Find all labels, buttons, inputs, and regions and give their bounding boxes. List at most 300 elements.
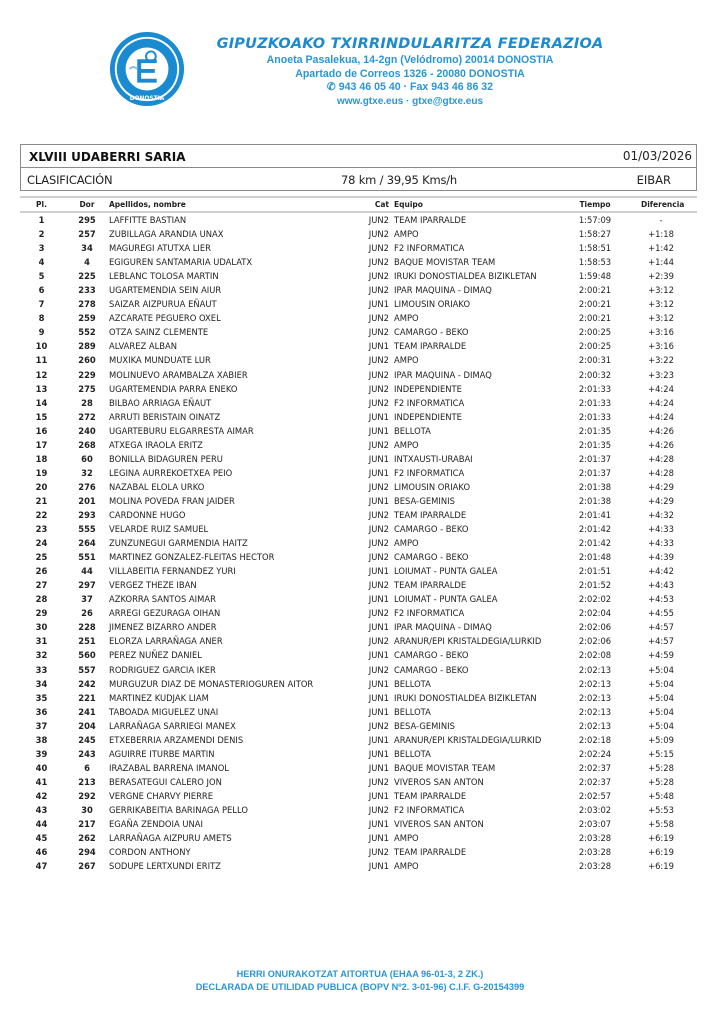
cell-time: 2:03:07: [578, 819, 612, 830]
cell-cat: JUN2: [368, 285, 389, 296]
cell-pl: 23: [35, 524, 48, 535]
table-row: [20, 733, 697, 747]
cell-team: LIMOUSIN ORIAKO: [394, 481, 471, 492]
cell-time: 2:02:13: [578, 720, 612, 731]
cell-diff: +5:04: [648, 664, 674, 675]
cell-team: LOIUMAT - PUNTA GALEA: [394, 594, 498, 605]
cell-pl: 46: [35, 847, 48, 858]
cell-pl: 24: [35, 538, 48, 549]
table-row: [20, 578, 697, 592]
cell-dor: 28: [81, 397, 93, 408]
cell-team: BELLOTA: [394, 425, 431, 436]
cell-time: 1:58:27: [578, 229, 612, 240]
header-cat: Cat: [374, 200, 389, 209]
cell-name: MARTINEZ KUDJAK LIAM: [109, 692, 209, 703]
classification-label: CLASIFICACIÓN: [27, 173, 113, 187]
table-row: [20, 424, 697, 438]
cell-cat: JUN2: [368, 847, 389, 858]
cell-diff: +4:26: [648, 425, 674, 436]
cell-name: UGARTEMENDIA SEIN AIUR: [109, 285, 222, 296]
cell-pl: 38: [35, 734, 48, 745]
cell-team: CAMARGO - BEKO: [394, 664, 469, 675]
cell-team: ARANUR/EPI KRISTALDEGIA/LURKID: [394, 636, 542, 647]
cell-name: MOLINA POVEDA FRAN JAIDER: [109, 495, 235, 506]
cell-dor: 262: [78, 833, 96, 844]
cell-name: LARRAÑAGA AIZPURU AMETS: [109, 833, 232, 844]
cell-time: 2:01:33: [578, 411, 612, 422]
cell-name: EGAÑA ZENDOIA UNAI: [109, 819, 203, 830]
cell-cat: JUN1: [368, 411, 389, 422]
cell-team: INDEPENDIENTE: [394, 411, 462, 422]
cell-team: BAQUE MOVISTAR TEAM: [394, 762, 496, 773]
cell-time: 1:57:09: [578, 215, 612, 225]
footer-line-1: HERRI ONURAKOTZAT AITORTUA (EHAA 96-01-3, 2 ZK.): [236, 969, 484, 979]
table-row: [20, 283, 697, 297]
header-time: Tiempo: [579, 200, 611, 209]
cell-team: F2 INFORMATICA: [394, 397, 465, 408]
table-row: [20, 227, 697, 241]
cell-time: 1:58:53: [578, 257, 612, 268]
cell-diff: +4:33: [648, 524, 674, 535]
cell-diff: +4:32: [648, 509, 674, 520]
cell-pl: 14: [35, 397, 48, 408]
cell-name: AZKORRA SANTOS AIMAR: [109, 594, 216, 605]
cell-cat: JUN1: [368, 650, 389, 661]
cell-time: 2:01:38: [578, 481, 612, 492]
cell-time: 2:01:33: [578, 383, 612, 394]
cell-pl: 33: [35, 664, 48, 675]
cell-diff: +4:55: [648, 608, 674, 619]
cell-cat: JUN2: [368, 538, 389, 549]
cell-cat: JUN2: [368, 481, 389, 492]
cell-team: BELLOTA: [394, 706, 431, 717]
cell-team: F2 INFORMATICA: [394, 608, 465, 619]
cell-dor: 228: [78, 622, 96, 633]
header-team: Equipo: [394, 200, 423, 209]
cell-pl: 28: [35, 594, 48, 605]
cell-team: BESA-GEMINIS: [394, 495, 455, 506]
cell-dor: 272: [78, 411, 96, 422]
cell-cat: JUN1: [368, 819, 389, 830]
cell-time: 2:02:08: [578, 650, 612, 661]
header-pl: Pl.: [36, 200, 47, 209]
results-table: [20, 196, 697, 873]
cell-time: 2:01:52: [578, 580, 612, 591]
cell-dor: 267: [78, 861, 96, 872]
cell-cat: JUN2: [368, 580, 389, 591]
cell-dor: 297: [78, 580, 96, 591]
cell-diff: +3:12: [648, 299, 674, 310]
cell-time: 2:01:37: [578, 453, 612, 464]
table-row: [20, 396, 697, 410]
table-row: [20, 606, 697, 620]
cell-diff: +3:12: [648, 313, 674, 324]
cell-cat: JUN2: [368, 243, 389, 254]
cell-dor: 34: [81, 243, 93, 254]
cell-cat: JUN1: [368, 678, 389, 689]
cell-cat: JUN2: [368, 369, 389, 380]
cell-diff: +2:39: [648, 271, 674, 282]
cell-cat: JUN1: [368, 734, 389, 745]
table-row: [20, 775, 697, 789]
cell-team: AMPO: [394, 833, 419, 844]
cell-name: ARREGI GEZURAGA OIHAN: [109, 608, 221, 619]
cell-diff: +3:16: [648, 341, 674, 352]
cell-cat: JUN1: [368, 692, 389, 703]
cell-cat: JUN1: [368, 495, 389, 506]
cell-diff: +5:48: [648, 790, 674, 801]
cell-cat: JUN1: [368, 299, 389, 310]
cell-diff: +6:19: [648, 847, 674, 858]
table-row: [20, 663, 697, 677]
table-row: [20, 831, 697, 845]
cell-dor: 4: [84, 257, 90, 268]
table-row: [20, 803, 697, 817]
cell-pl: 9: [38, 327, 45, 338]
org-name: GIPUZKOAKO TXIRRINDULARITZA FEDERAZIOA: [216, 36, 604, 52]
cell-name: MARTINEZ GONZALEZ-FLEITAS HECTOR: [109, 552, 275, 563]
cell-dor: 243: [78, 748, 96, 759]
cell-team: BELLOTA: [394, 678, 431, 689]
cell-cat: JUN2: [368, 397, 389, 408]
cell-diff: +4:24: [648, 383, 674, 394]
cell-name: JIMENEZ BIZARRO ANDER: [109, 622, 217, 633]
cell-dor: 552: [78, 327, 96, 338]
cell-pl: 34: [35, 678, 48, 689]
cell-name: OTZA SAINZ CLEMENTE: [109, 327, 209, 338]
cell-team: F2 INFORMATICA: [394, 804, 465, 815]
cell-diff: +5:04: [648, 706, 674, 717]
cell-name: SODUPE LERTXUNDI ERITZ: [109, 861, 221, 872]
cell-pl: 37: [35, 720, 48, 731]
cell-name: RODRIGUEZ GARCIA IKER: [109, 664, 216, 675]
cell-time: 2:00:21: [578, 285, 612, 296]
cell-dor: 225: [78, 271, 96, 282]
cell-cat: JUN1: [368, 833, 389, 844]
cell-pl: 10: [35, 341, 48, 352]
cell-name: ARRUTI BERISTAIN OINATZ: [109, 411, 221, 422]
cell-name: EGIGUREN SANTAMARIA UDALATX: [109, 257, 253, 268]
table-row: [20, 789, 697, 803]
cell-time: 2:02:24: [578, 748, 612, 759]
cell-team: LOIUMAT - PUNTA GALEA: [394, 566, 498, 577]
table-row: [20, 480, 697, 494]
cell-pl: 1: [38, 215, 45, 225]
cell-time: 1:59:48: [578, 271, 612, 282]
cell-cat: JUN1: [368, 341, 389, 352]
cell-cat: JUN1: [368, 622, 389, 633]
cell-name: AZCARATE PEGUERO OXEL: [109, 313, 221, 324]
cell-dor: 293: [78, 509, 96, 520]
cell-name: BILBAO ARRIAGA EÑAUT: [109, 397, 212, 408]
table-row: [20, 845, 697, 859]
cell-diff: +5:28: [648, 776, 674, 787]
table-row: [20, 719, 697, 733]
org-po-box: Apartado de Correos 1326 - 20080 DONOSTIA: [295, 67, 525, 80]
letterhead: [0, 0, 722, 125]
table-row: [20, 761, 697, 775]
cell-team: TEAM IPARRALDE: [394, 847, 467, 858]
cell-diff: +1:44: [648, 257, 674, 268]
cell-name: VERGEZ THEZE IBAN: [109, 580, 197, 591]
cell-cat: JUN1: [368, 790, 389, 801]
cell-diff: +4:43: [648, 580, 674, 591]
cell-diff: +3:16: [648, 327, 674, 338]
table-row: [20, 634, 697, 648]
cell-team: BELLOTA: [394, 748, 431, 759]
cell-dor: 229: [78, 369, 96, 380]
cell-team: TEAM IPARRALDE: [394, 580, 467, 591]
race-name: XLVIII UDABERRI SARIA: [29, 150, 186, 164]
cell-time: 2:01:37: [578, 467, 612, 478]
cell-cat: JUN2: [368, 509, 389, 520]
table-row: [20, 494, 697, 508]
cell-time: 2:01:42: [578, 524, 612, 535]
cell-diff: +5:04: [648, 678, 674, 689]
cell-time: 2:01:35: [578, 439, 612, 450]
table-row: [20, 353, 697, 367]
cell-team: LIMOUSIN ORIAKO: [394, 299, 471, 310]
cell-name: LAFFITTE BASTIAN: [109, 215, 187, 225]
cell-name: VILLABEITIA FERNANDEZ YURI: [109, 566, 236, 577]
cell-pl: 5: [38, 271, 45, 282]
cell-team: CAMARGO - BEKO: [394, 327, 469, 338]
cell-pl: 17: [35, 439, 48, 450]
cell-pl: 20: [35, 481, 48, 492]
cell-cat: JUN2: [368, 804, 389, 815]
cell-time: 2:03:28: [578, 861, 612, 872]
org-address: Anoeta Pasalekua, 14-2gn (Velódromo) 20014 DONOSTIA: [266, 54, 554, 66]
cell-time: 2:01:38: [578, 495, 612, 506]
cell-time: 2:03:28: [578, 847, 612, 858]
cell-diff: +4:24: [648, 397, 674, 408]
cell-dor: 60: [81, 453, 93, 464]
cell-cat: JUN1: [368, 762, 389, 773]
cell-dor: 26: [81, 608, 93, 619]
cell-time: 2:02:13: [578, 664, 612, 675]
cell-name: TABOADA MIGUELEZ UNAI: [109, 706, 219, 717]
cell-pl: 27: [35, 580, 48, 591]
cell-time: 2:00:21: [578, 299, 612, 310]
cell-cat: JUN2: [368, 383, 389, 394]
cell-team: AMPO: [394, 439, 419, 450]
cell-diff: +4:29: [648, 481, 674, 492]
cell-pl: 25: [35, 552, 48, 563]
table-row: [20, 550, 697, 564]
cell-time: 2:02:04: [578, 608, 612, 619]
cell-time: 2:02:37: [578, 776, 612, 787]
cell-pl: 40: [35, 762, 48, 773]
org-web-link[interactable]: www.gtxe.eus · gtxe@gtxe.eus: [336, 95, 484, 107]
cell-dor: 292: [78, 790, 96, 801]
table-header: [20, 196, 697, 213]
cell-time: 2:02:57: [578, 790, 612, 801]
cell-name: LEGINA AURREKOETXEA PEIO: [109, 467, 233, 478]
cell-dor: 213: [78, 776, 96, 787]
cell-cat: JUN2: [368, 215, 389, 225]
cell-diff: +3:12: [648, 285, 674, 296]
cell-team: AMPO: [394, 355, 419, 366]
cell-team: CAMARGO - BEKO: [394, 524, 469, 535]
cell-pl: 13: [35, 383, 48, 394]
cell-name: GERRIKABEITIA BARINAGA PELLO: [109, 804, 248, 815]
cell-name: MUXIKA MUNDUATE LUR: [109, 355, 211, 366]
cell-time: 2:02:13: [578, 678, 612, 689]
table-row: [20, 368, 697, 382]
cell-team: F2 INFORMATICA: [394, 467, 465, 478]
cell-name: ZUNZUNEGUI GARMENDIA HAITZ: [109, 538, 248, 549]
cell-pl: 32: [35, 650, 48, 661]
table-row: [20, 620, 697, 634]
cell-dor: 275: [78, 383, 96, 394]
cell-pl: 44: [35, 819, 48, 830]
cell-cat: JUN2: [368, 776, 389, 787]
cell-diff: +4:39: [648, 552, 674, 563]
cell-time: 2:01:41: [578, 509, 612, 520]
cell-time: 2:02:06: [578, 622, 612, 633]
cell-dor: 264: [78, 538, 96, 549]
header-name: Apellidos, nombre: [109, 200, 186, 209]
cell-pl: 29: [35, 608, 48, 619]
cell-time: 2:01:42: [578, 538, 612, 549]
cell-team: IPAR MAQUINA - DIMAQ: [394, 369, 492, 380]
cell-cat: JUN1: [368, 467, 389, 478]
cell-time: 2:02:02: [578, 594, 612, 605]
cell-pl: 15: [35, 411, 48, 422]
cell-cat: JUN2: [368, 636, 389, 647]
cell-team: BAQUE MOVISTAR TEAM: [394, 257, 496, 268]
cell-team: VIVEROS SAN ANTON: [394, 776, 484, 787]
cell-diff: +5:28: [648, 762, 674, 773]
cell-dor: 221: [78, 692, 96, 703]
cell-dor: 251: [78, 636, 96, 647]
footer: [140, 968, 580, 993]
cell-cat: JUN1: [368, 706, 389, 717]
cell-diff: +5:04: [648, 692, 674, 703]
table-row: [20, 564, 697, 578]
cell-name: ETXEBERRIA ARZAMENDI DENIS: [109, 734, 244, 745]
table-row: [20, 213, 697, 227]
cell-diff: +4:28: [648, 453, 674, 464]
cell-dor: 268: [78, 439, 96, 450]
cell-pl: 3: [38, 243, 45, 254]
cell-cat: JUN2: [368, 313, 389, 324]
cell-pl: 30: [35, 622, 48, 633]
cell-dor: 217: [78, 819, 96, 830]
table-row: [20, 592, 697, 606]
cell-diff: +3:23: [648, 369, 674, 380]
cell-name: IRAZABAL BARRENA IMANOL: [109, 762, 229, 773]
cell-diff: +6:19: [648, 833, 674, 844]
cell-dor: 295: [78, 215, 96, 225]
cell-team: TEAM IPARRALDE: [394, 215, 467, 225]
cell-team: AMPO: [394, 861, 419, 872]
cell-diff: +5:58: [648, 819, 674, 830]
table-row: [20, 452, 697, 466]
cell-cat: JUN2: [368, 355, 389, 366]
cell-team: AMPO: [394, 313, 419, 324]
cell-time: 2:01:33: [578, 397, 612, 408]
cell-dor: 37: [81, 594, 93, 605]
cell-name: BERASATEGUI CALERO JON: [109, 776, 222, 787]
table-row: [20, 536, 697, 550]
cell-diff: +4:53: [648, 594, 674, 605]
cell-cat: JUN1: [368, 566, 389, 577]
cell-diff: +4:28: [648, 467, 674, 478]
table-row: [20, 269, 697, 283]
table-row: [20, 255, 697, 269]
cell-cat: JUN1: [368, 453, 389, 464]
table-row: [20, 691, 697, 705]
cell-dor: 32: [81, 467, 93, 478]
cell-cat: JUN2: [368, 229, 389, 240]
cell-cat: JUN1: [368, 748, 389, 759]
cell-pl: 21: [35, 495, 48, 506]
federation-logo-icon: [108, 30, 186, 108]
cell-time: 2:02:13: [578, 706, 612, 717]
cell-diff: +4:59: [648, 650, 674, 661]
cell-diff: +4:57: [648, 622, 674, 633]
table-row: [20, 859, 697, 873]
cell-pl: 36: [35, 706, 48, 717]
cell-cat: JUN2: [368, 257, 389, 268]
cell-team: BESA-GEMINIS: [394, 720, 455, 731]
cell-cat: JUN2: [368, 271, 389, 282]
cell-name: UGARTEMENDIA PARRA ENEKO: [109, 383, 238, 394]
cell-team: IPAR MAQUINA - DIMAQ: [394, 622, 492, 633]
cell-team: INDEPENDIENTE: [394, 383, 462, 394]
cell-name: PEREZ NUÑEZ DANIEL: [109, 650, 202, 661]
table-row: [20, 817, 697, 831]
cell-name: ATXEGA IRAOLA ERITZ: [109, 439, 203, 450]
cell-name: CARDONNE HUGO: [109, 509, 186, 520]
cell-time: 2:02:13: [578, 692, 612, 703]
cell-cat: JUN2: [368, 608, 389, 619]
table-row: [20, 438, 697, 452]
cell-diff: +4:24: [648, 411, 674, 422]
cell-diff: +3:22: [648, 355, 674, 366]
cell-cat: JUN2: [368, 720, 389, 731]
table-row: [20, 508, 697, 522]
cell-team: IRUKI DONOSTIALDEA BIZIKLETAN: [394, 692, 537, 703]
cell-pl: 11: [35, 355, 48, 366]
cell-cat: JUN2: [368, 327, 389, 338]
cell-cat: JUN1: [368, 425, 389, 436]
cell-name: CORDON ANTHONY: [109, 847, 191, 858]
cell-time: 2:00:25: [578, 341, 612, 352]
cell-dor: 30: [81, 804, 93, 815]
cell-pl: 42: [35, 790, 48, 801]
cell-name: MURGUZUR DIAZ DE MONASTERIOGUREN AITOR: [109, 678, 314, 689]
cell-team: F2 INFORMATICA: [394, 243, 465, 254]
race-location: EIBAR: [636, 173, 671, 187]
cell-name: NAZABAL ELOLA URKO: [109, 481, 205, 492]
cell-dor: 555: [78, 524, 96, 535]
cell-name: BONILLA BIDAGUREN PERU: [109, 453, 223, 464]
logo-text-bottom: DONOSTIA: [129, 96, 165, 103]
cell-name: ELORZA LARRAÑAGA ANER: [109, 636, 223, 647]
cell-cat: JUN2: [368, 524, 389, 535]
table-row: [20, 466, 697, 480]
cell-pl: 12: [35, 369, 48, 380]
cell-pl: 26: [35, 566, 48, 577]
header-diff: Diferencia: [641, 200, 685, 209]
cell-cat: JUN2: [368, 439, 389, 450]
cell-dor: 6: [84, 762, 90, 773]
cell-time: 2:00:25: [578, 327, 612, 338]
cell-time: 1:58:51: [578, 243, 612, 254]
table-row: [20, 677, 697, 691]
